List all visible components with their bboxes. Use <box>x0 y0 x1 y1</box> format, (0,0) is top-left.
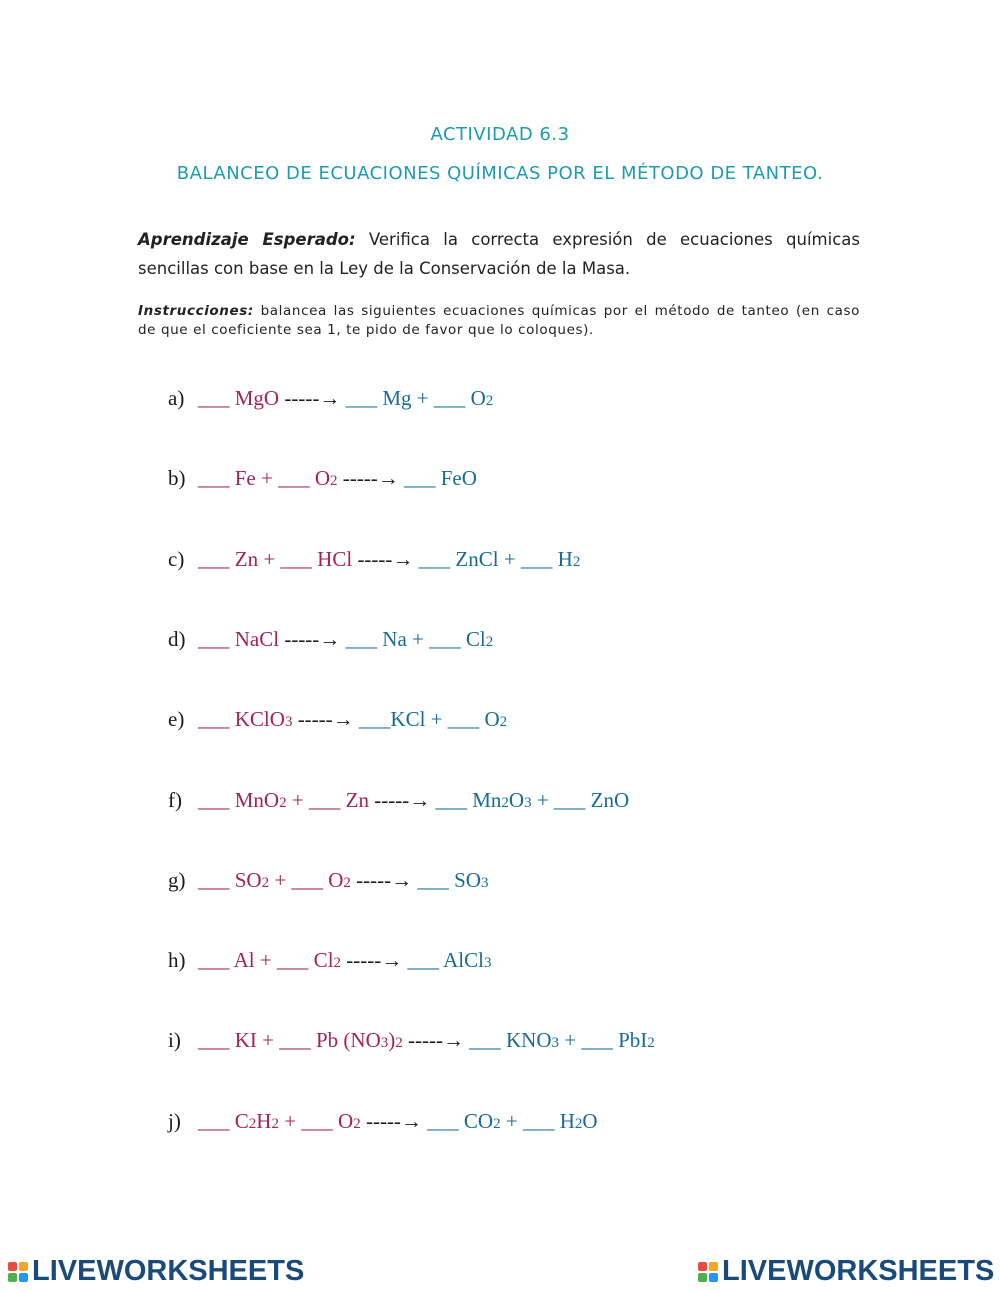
subscript: 2 <box>261 874 270 891</box>
product-text: ___ ZnCl + ___ H <box>418 546 573 571</box>
subscript: 2 <box>330 473 338 490</box>
reactant-text: ___ NaCl <box>198 626 280 651</box>
instructions-label: Instrucciones: <box>138 303 254 319</box>
reactant-text: ___ KI + ___ Pb (NO <box>198 1028 381 1053</box>
equation-letter: g) <box>168 867 186 892</box>
footer-logo-right <box>698 1255 994 1288</box>
subscript: 2 <box>248 1115 257 1132</box>
product-text: ___ SO <box>417 867 481 892</box>
subscript: 2 <box>279 794 287 811</box>
subscript: 3 <box>380 1035 389 1052</box>
equation-letter: d) <box>168 626 186 651</box>
equation-item <box>168 386 493 411</box>
instructions <box>138 302 860 340</box>
product-text: ___ AlCl <box>407 948 484 973</box>
subscript: 2 <box>485 633 494 650</box>
logo-square <box>19 1262 28 1271</box>
subscript: 2 <box>493 1115 501 1132</box>
equation-item <box>168 1109 598 1134</box>
reactant-text: + ___ Zn <box>286 787 370 812</box>
subscript: 3 <box>480 874 489 891</box>
reactant-text: + ___ O <box>269 867 344 892</box>
subscript: 3 <box>551 1035 559 1052</box>
instructions-text: balancea las siguientes ecuaciones químicas por el método de tanteo (en caso de que el coeficiente sea 1, te pido de favor que lo coloques). <box>138 303 860 338</box>
product-text: + ___ ZnO <box>531 787 630 812</box>
equation-letter: j) <box>168 1108 181 1133</box>
subscript: 2 <box>395 1035 403 1052</box>
logo-square <box>8 1262 17 1271</box>
equation-item <box>168 788 629 813</box>
subscript: 2 <box>343 874 351 891</box>
equation-item <box>168 707 507 732</box>
reaction-arrow: -----→ <box>341 948 408 973</box>
subscript: 3 <box>524 794 532 811</box>
reactant-text: ___ MgO <box>198 386 280 410</box>
learning-objective-text: Verifica la correcta expresión de ecuaciones químicas sencillas con base en la Ley de la Conservación de la Masa. <box>138 230 860 278</box>
reactant-text: ) <box>388 1028 396 1053</box>
reaction-arrow: -----→ <box>279 386 346 410</box>
product-text: ___ CO <box>427 1108 494 1133</box>
product-text: + ___ PbI <box>558 1028 648 1053</box>
product-text: O <box>508 787 525 812</box>
reactant-text: ___ SO <box>198 867 262 892</box>
reactant-text: ___ KClO <box>198 707 285 732</box>
reactant-text: ___ Al + ___ Cl <box>198 948 334 973</box>
subscript: 2 <box>353 1115 361 1132</box>
equation-item <box>168 1028 655 1053</box>
logo-square <box>698 1273 707 1282</box>
logo-square <box>8 1273 17 1282</box>
subscript: 2 <box>501 794 509 811</box>
reaction-arrow: -----→ <box>279 626 346 651</box>
liveworksheets-logo-icon <box>698 1262 718 1282</box>
equation-letter: a) <box>168 386 185 410</box>
subscript: 3 <box>483 955 492 972</box>
equation-item <box>168 627 493 652</box>
reactant-text: ___ Zn + ___ HCl <box>198 546 353 571</box>
logo-square <box>19 1273 28 1282</box>
logo-square <box>698 1262 707 1271</box>
reaction-arrow: -----→ <box>350 867 418 892</box>
reaction-arrow: -----→ <box>292 707 359 732</box>
logo-square <box>709 1262 718 1271</box>
logo-text: LIVEWORKSHEETS <box>722 1255 995 1287</box>
product-text: + ___ H <box>500 1108 575 1133</box>
logo-square <box>709 1273 718 1282</box>
subscript: 3 <box>284 714 293 731</box>
product-text: ___ Mn <box>435 787 502 812</box>
equation-letter: c) <box>168 546 185 571</box>
subscript: 2 <box>572 553 581 570</box>
reaction-arrow: -----→ <box>369 787 436 812</box>
product-text: ___KCl + ___ O <box>358 707 500 732</box>
equation-letter: i) <box>168 1028 181 1053</box>
equation-item <box>168 948 491 973</box>
liveworksheets-logo-icon <box>8 1262 28 1282</box>
equation-item <box>168 868 488 893</box>
page-title: ACTIVIDAD 6.3 <box>430 124 570 145</box>
reactant-text: H <box>256 1108 272 1133</box>
reaction-arrow: -----→ <box>337 466 404 491</box>
subscript: 2 <box>647 1035 655 1052</box>
subscript: 2 <box>574 1115 583 1132</box>
subscript: 2 <box>485 393 494 409</box>
reaction-arrow: -----→ <box>360 1108 428 1133</box>
reaction-arrow: -----→ <box>402 1028 470 1053</box>
reaction-arrow: -----→ <box>352 546 419 571</box>
logo-text: LIVEWORKSHEETS <box>32 1255 305 1287</box>
product-text: ___ Na + ___ Cl <box>345 626 486 651</box>
page-subtitle: BALANCEO DE ECUACIONES QUÍMICAS POR EL MÉTODO DE TANTEO. <box>176 163 824 184</box>
equation-letter: f) <box>168 787 182 812</box>
reactant-text: ___ Fe + ___ O <box>198 466 331 491</box>
subscript: 2 <box>499 714 508 731</box>
product-text: ___ KNO <box>469 1028 552 1053</box>
footer-logo-left <box>8 1255 304 1288</box>
reactant-text: + ___ O <box>278 1108 354 1133</box>
equation-item <box>168 466 477 491</box>
subscript: 2 <box>271 1115 279 1132</box>
subscript: 2 <box>333 955 342 972</box>
equation-letter: h) <box>168 948 186 973</box>
product-text: O <box>582 1108 598 1133</box>
equation-letter: e) <box>168 707 185 732</box>
product-text: ___ FeO <box>403 466 477 491</box>
equation-item <box>168 547 580 572</box>
learning-objective <box>138 225 860 283</box>
learning-objective-label: Aprendizaje Esperado: <box>138 230 356 249</box>
equation-letter: b) <box>168 466 186 491</box>
product-text: ___ Mg + ___ O <box>345 386 486 410</box>
reactant-text: ___ C <box>198 1108 249 1133</box>
reactant-text: ___ MnO <box>198 787 280 812</box>
